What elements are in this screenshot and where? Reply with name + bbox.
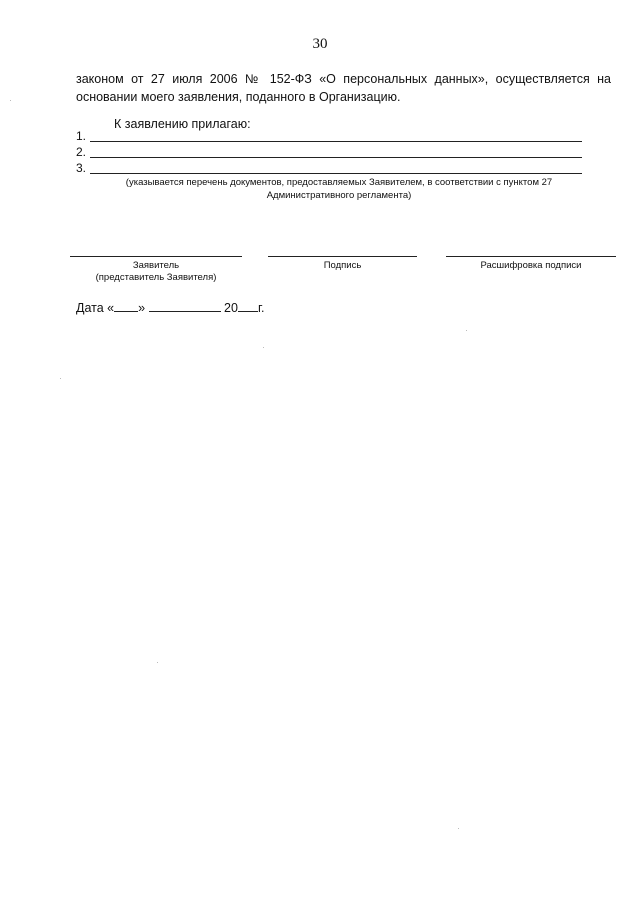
attachments-title: К заявлению прилагаю:: [114, 117, 251, 131]
attachments-note: [76, 176, 602, 202]
scan-speck: [60, 378, 61, 379]
attachments-note-line-2: Административного регламента): [266, 190, 412, 201]
attachment-number: 2.: [76, 145, 87, 159]
attachment-number: 1.: [76, 129, 87, 143]
attachment-number: 3.: [76, 161, 87, 175]
signature-label: Подпись: [323, 260, 362, 271]
page-number: 30: [312, 36, 328, 52]
scan-speck: [263, 347, 264, 348]
applicant-signature-block[interactable]: [70, 256, 242, 284]
attachment-fill-line[interactable]: [90, 157, 582, 158]
date-suffix: г.: [257, 301, 265, 315]
signature-block[interactable]: [268, 256, 417, 272]
scan-speck: [10, 100, 11, 101]
date-quote-close: »: [138, 301, 146, 315]
date-month-field[interactable]: [149, 299, 221, 312]
scan-speck: [466, 330, 467, 331]
attachment-row-1[interactable]: [76, 129, 582, 143]
date-day-field[interactable]: [114, 299, 138, 312]
paragraph-line-2: основании моего заявления, поданного в Организацию.: [76, 90, 401, 104]
decryption-block[interactable]: [446, 256, 616, 272]
date-line: [76, 299, 264, 315]
attachment-row-2[interactable]: [76, 145, 582, 159]
attachment-row-3[interactable]: [76, 161, 582, 175]
applicant-sublabel: (представитель Заявителя): [95, 272, 217, 283]
paragraph-line-1: законом от 27 июля 2006 № 152-ФЗ «О персональных данных», осуществляется на: [76, 72, 611, 86]
date-year-prefix: 20: [224, 301, 238, 315]
date-year-field[interactable]: [238, 299, 258, 312]
attachment-fill-line[interactable]: [90, 141, 582, 142]
attachments-note-line-1: (указывается перечень документов, предоставляемых Заявителем, в соответствии с пунктом 27: [125, 177, 553, 188]
applicant-label: Заявитель: [132, 260, 180, 271]
scan-speck: [157, 662, 158, 663]
scan-speck: [458, 828, 459, 829]
attachment-fill-line[interactable]: [90, 173, 582, 174]
date-label: Дата «: [76, 301, 115, 315]
consent-paragraph: [76, 70, 611, 106]
decryption-label: Расшифровка подписи: [480, 260, 582, 271]
